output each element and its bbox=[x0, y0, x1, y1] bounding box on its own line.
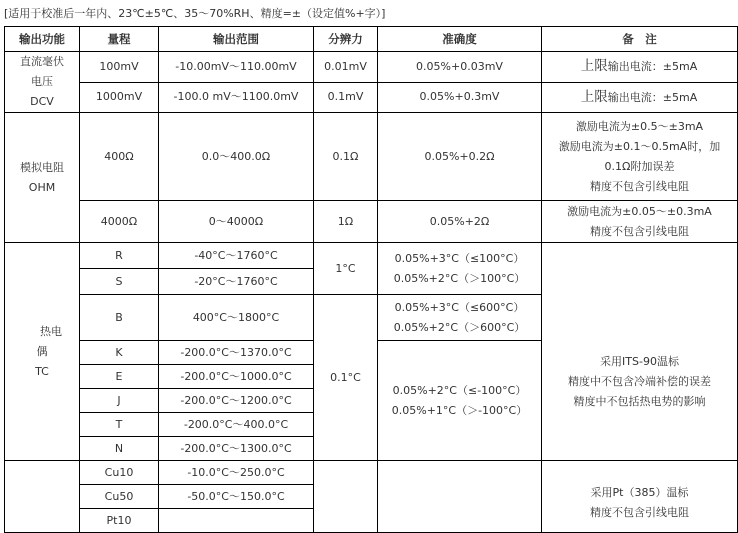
range-cell: T bbox=[80, 413, 159, 437]
applicability-note: [适用于校准后一年内、23℃±5℃、35～70%RH、精度=±（设定值%+字）] bbox=[4, 7, 386, 20]
remark-cell bbox=[542, 201, 738, 243]
range-cell: 100mV bbox=[80, 52, 159, 83]
remark-line: 精度不包含引线电阻 bbox=[590, 224, 689, 238]
function-label: OHM bbox=[28, 180, 56, 194]
table-row bbox=[5, 82, 738, 113]
remark-line: 激励电流为±0.05～±0.3mA bbox=[567, 204, 712, 218]
accuracy-cell: 0.05%+0.2Ω bbox=[378, 113, 542, 201]
remark-cell bbox=[542, 461, 738, 533]
output-cell: 0.0～400.0Ω bbox=[159, 113, 314, 201]
range-cell: Pt10 bbox=[80, 509, 159, 533]
resolution-cell bbox=[314, 461, 378, 533]
header-resolution: 分辨力 bbox=[314, 27, 378, 52]
accuracy-line: 0.05%+2°C（≤-100°C） bbox=[392, 383, 527, 397]
function-label: TC bbox=[35, 364, 49, 378]
accuracy-cell bbox=[378, 295, 542, 341]
output-cell: -200.0°C～1200.0°C bbox=[159, 389, 314, 413]
range-cell: Cu50 bbox=[80, 485, 159, 509]
accuracy-line: 0.05%+2°C（＞600°C） bbox=[393, 320, 526, 334]
resolution-cell: 0.1mV bbox=[314, 82, 378, 113]
function-label: 偶 bbox=[36, 344, 48, 358]
remark-cell bbox=[542, 82, 738, 113]
remark-line: 0.1Ω附加误差 bbox=[604, 159, 675, 173]
accuracy-cell bbox=[378, 243, 542, 295]
remark-emphasis: 上限 bbox=[580, 58, 608, 75]
accuracy-line: 0.05%+3°C（≤600°C） bbox=[394, 300, 525, 314]
accuracy-cell: 0.05%+0.3mV bbox=[378, 82, 542, 113]
remark-line: 精度不包含引线电阻 bbox=[590, 179, 689, 193]
remark-cell bbox=[542, 243, 738, 461]
function-label: 直流毫伏 bbox=[20, 55, 64, 68]
function-cell-dcv bbox=[5, 52, 80, 113]
remark-line: 精度中不包含冷端补偿的误差 bbox=[568, 374, 711, 388]
accuracy-cell bbox=[378, 341, 542, 461]
output-cell: -200.0°C～1000.0°C bbox=[159, 365, 314, 389]
remark-cell bbox=[542, 113, 738, 201]
range-cell: R bbox=[80, 243, 159, 269]
table-row bbox=[5, 243, 738, 269]
function-cell-rtd bbox=[5, 461, 80, 533]
output-cell: 0～4000Ω bbox=[159, 201, 314, 243]
header-accuracy: 准确度 bbox=[378, 27, 542, 52]
header-remarks: 备 注 bbox=[542, 27, 738, 52]
output-cell: -200.0°C～1370.0°C bbox=[159, 341, 314, 365]
resolution-cell: 1Ω bbox=[314, 201, 378, 243]
header-function: 输出功能 bbox=[5, 27, 80, 52]
accuracy-line: 0.05%+1°C（＞-100°C） bbox=[391, 403, 528, 417]
function-cell-ohm bbox=[5, 113, 80, 243]
function-label: 热电 bbox=[40, 324, 62, 338]
function-label: 模拟电阻 bbox=[20, 160, 64, 174]
accuracy-cell bbox=[378, 461, 542, 533]
remark-line: 激励电流为±0.5～±3mA bbox=[575, 119, 704, 133]
remark-line: 精度不包含引线电阻 bbox=[590, 506, 689, 519]
table-row bbox=[5, 461, 738, 485]
range-cell: B bbox=[80, 295, 159, 341]
table-row bbox=[5, 113, 738, 201]
remark-line: 采用Pt（385）温标 bbox=[590, 486, 689, 499]
header-range: 量程 bbox=[80, 27, 159, 52]
range-cell: J bbox=[80, 389, 159, 413]
function-label: 电压 bbox=[31, 75, 53, 88]
function-label: DCV bbox=[30, 95, 54, 108]
output-cell: -200.0°C～1300.0°C bbox=[159, 437, 314, 461]
header-output-range: 输出范围 bbox=[159, 27, 314, 52]
function-cell-tc bbox=[5, 243, 80, 461]
range-cell: 400Ω bbox=[80, 113, 159, 201]
range-cell: 1000mV bbox=[80, 82, 159, 113]
accuracy-line: 0.05%+3°C（≤100°C） bbox=[394, 251, 525, 265]
accuracy-line: 0.05%+2°C（＞100°C） bbox=[393, 271, 526, 285]
resolution-cell: 1°C bbox=[314, 243, 378, 295]
range-cell: Cu10 bbox=[80, 461, 159, 485]
table-row bbox=[5, 52, 738, 83]
remark-text: 输出电流：±5mA bbox=[607, 60, 698, 74]
accuracy-cell: 0.05%+2Ω bbox=[378, 201, 542, 243]
output-cell: -20°C～1760°C bbox=[159, 269, 314, 295]
remark-line: 精度中不包括热电势的影响 bbox=[573, 394, 706, 408]
range-cell: K bbox=[80, 341, 159, 365]
remark-cell bbox=[542, 52, 738, 83]
output-cell: -100.0 mV～1100.0mV bbox=[159, 82, 314, 113]
output-cell: -40°C～1760°C bbox=[159, 243, 314, 269]
output-cell: -50.0°C～150.0°C bbox=[159, 485, 314, 509]
table-row bbox=[5, 201, 738, 243]
range-cell: E bbox=[80, 365, 159, 389]
remark-line: 采用ITS-90温标 bbox=[600, 354, 679, 368]
range-cell: N bbox=[80, 437, 159, 461]
resolution-cell: 0.01mV bbox=[314, 52, 378, 83]
header-row bbox=[5, 27, 738, 52]
output-cell: -10.0°C～250.0°C bbox=[159, 461, 314, 485]
resolution-cell: 0.1Ω bbox=[314, 113, 378, 201]
resolution-cell: 0.1°C bbox=[314, 295, 378, 461]
remark-emphasis: 上限 bbox=[580, 88, 608, 105]
output-cell: -10.00mV～110.00mV bbox=[159, 52, 314, 83]
output-cell: 400°C～1800°C bbox=[159, 295, 314, 341]
remark-text: 输出电流：±5mA bbox=[607, 90, 698, 104]
output-cell bbox=[159, 509, 314, 533]
accuracy-cell: 0.05%+0.03mV bbox=[378, 52, 542, 83]
remark-line: 激励电流为±0.1～0.5mA时，加 bbox=[558, 139, 721, 153]
range-cell: 4000Ω bbox=[80, 201, 159, 243]
spec-table bbox=[4, 26, 738, 533]
output-cell: -200.0°C～400.0°C bbox=[159, 413, 314, 437]
range-cell: S bbox=[80, 269, 159, 295]
